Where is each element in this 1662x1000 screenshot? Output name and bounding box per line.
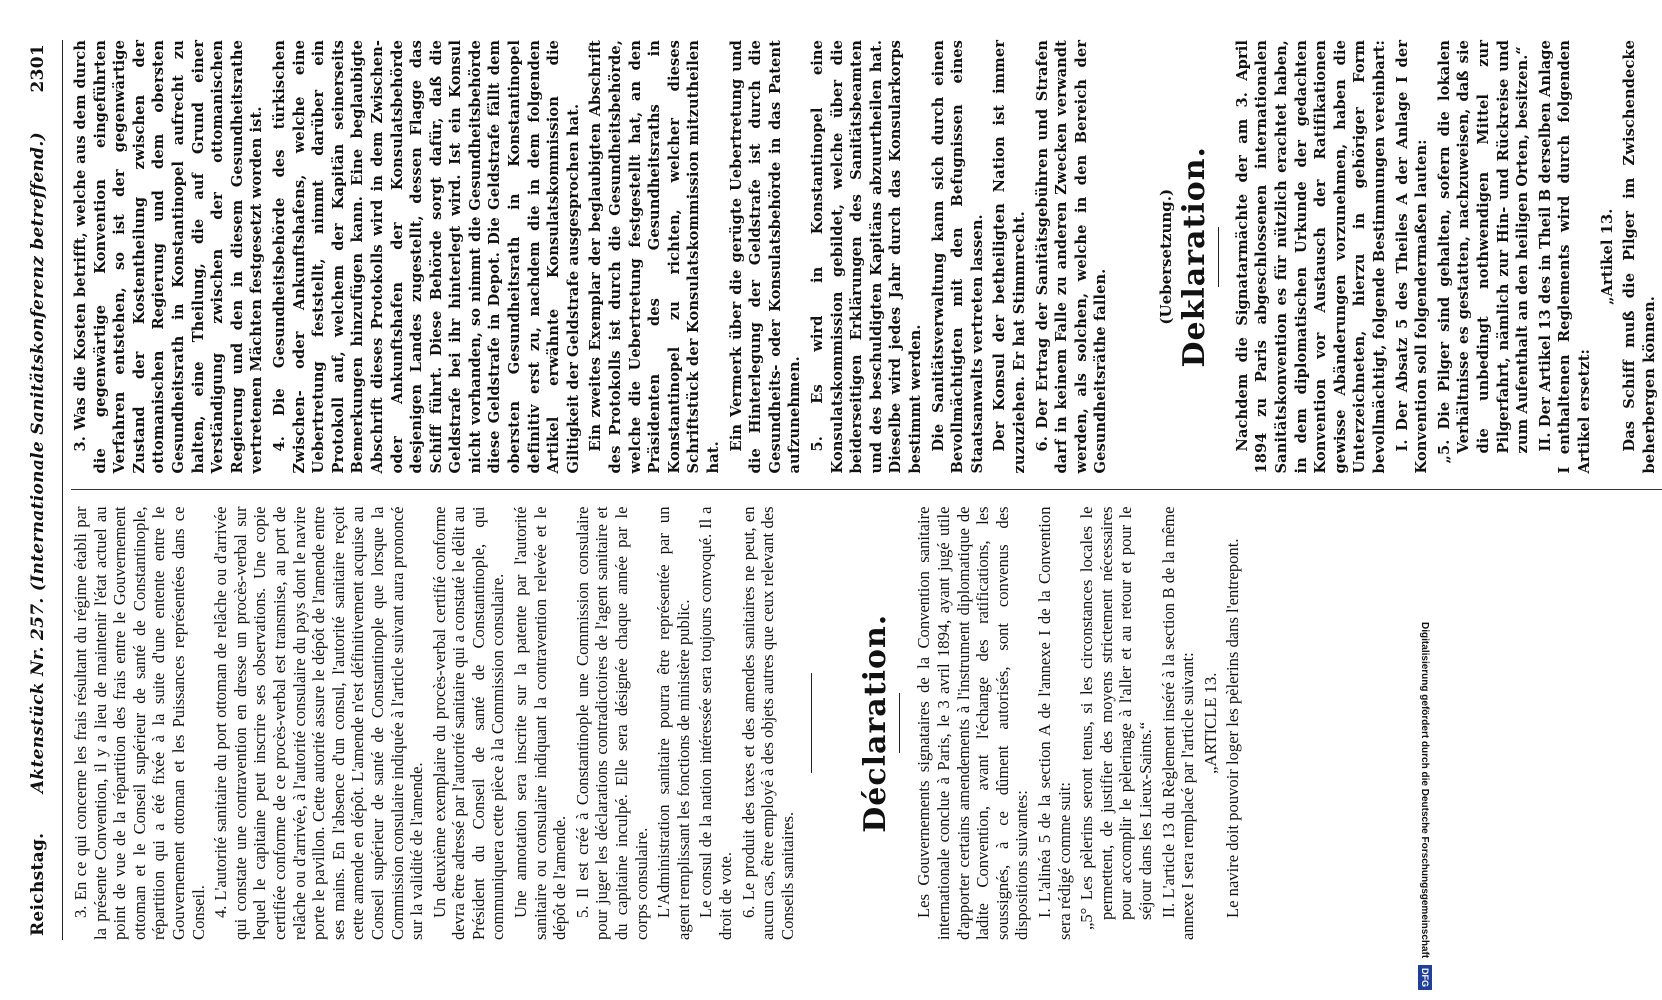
- header-document-subject: (Internationale Sanitätskonferenz betreffend.): [28, 132, 48, 592]
- french-paragraph: 4. L'autorité sanitaire du port ottoman de relâche ou d'arrivée qui constate une contravention en dresse un procès-verbal sur lequel le capitaine peut inscrire ses observations. Une copie certifiée conforme de ce procès-verbal est transmise, au port de relâche ou d'arrivée, à l'autorité consulaire du pays dont le navire porte le pavillon. Cette autorité assure le dépôt de l'amende entre ses mains. En l'absence d'un consul, l'autorité sanitaire reçoit cette amende en dépôt. L'amende n'est définitivement acquise au Conseil supérieur de santé de Constantinople que lorsque la Commission consulaire indiquée à l'article suivant aura prononcé sur la validité de l'amende.: [211, 506, 427, 940]
- german-paragraph: 4. Die Gesundheitsbehörde des türkischen Zwischen- oder Ankunftshafens, welche eine Uebertretung feststellt, nimmt darüber ein Protokoll auf, welchem der Kapitän seinerseits Bemerkungen hinzufügen kann. Eine beglaubigte Abschrift dieses Protokolls wird in dem Zwischen- oder Ankunftshafen der Konsulatsbehörde desjenigen Landes zugestellt, dessen Flagge das Schiff führt. Diese Behörde sorgt dafür, daß die Geldstrafe bei ihr hinterlegt wird. Ist ein Konsul nicht vorhanden, so nimmt die Gesundheitsbehörde diese Geldstrafe in Depot. Die Geldstrafe fällt dem obersten Gesundheitsrath in Konstantinopel definitiv erst zu, nachdem die in dem folgenden Artikel erwähnte Konsulatskommission die Giltigkeit der Geldstrafe ausgesprochen hat.: [270, 40, 582, 474]
- german-paragraph: Ein Vermerk über die gerügte Uebertretung und die Hinterlegung der Geldstrafe ist durch die Gesundheits- oder Konsulatsbehörde in das Patent aufzunehmen.: [727, 40, 804, 474]
- french-paragraph: Une annotation sera inscrite sur la patente par l'autorité sanitaire ou consulaire indiquant la contravention relevée et le dépôt de l'amende.: [511, 506, 570, 940]
- german-declaration-paragraph: Nachdem die Signatarmächte der am 3. April 1894 zu Paris abgeschlossenen internationalen Sanitätskonvention es für nützlich erachtet haben, in dem diplomatischen Urkunde der gedachten Konvention vor Austausch der Ratifikationen gewisse Abänderungen vorzunehmen, haben die Unterzeichneten, hierzu in gehöriger Form bevollmächtigt, folgende Bestimmungen vereinbart:: [1233, 40, 1389, 474]
- dfg-logo: DFG: [1418, 965, 1432, 990]
- french-paragraph: L'Administration sanitaire pourra être représentée par un agent remplissant les fonctions de ministère public.: [654, 506, 693, 940]
- german-declaration-paragraph: Das Schiff muß die Pilger im Zwischendecke beherbergen können.: [1621, 40, 1658, 474]
- german-declaration-heading: Deklaration.: [1176, 146, 1212, 368]
- french-declaration-paragraph: Le navire doit pouvoir loger les pèlerins dans l'entrepont.: [1223, 538, 1243, 918]
- digitization-credit-text: Digitalisierung gefördert durch die Deutsche Forschungsgemeinschaft: [1419, 622, 1430, 959]
- section-divider: [811, 673, 812, 773]
- header-rule: [62, 40, 63, 940]
- french-declaration-paragraph: „5° Les pèlerins seront tenus, si les circonstances locales le permettent, de justifier des moyens strictement nécessaires pour accomplir le pèlerinage à l'aller et au retour et pour le séjour dans les Lieux-Saints.“: [1077, 506, 1155, 930]
- heading-rule: [1218, 227, 1219, 287]
- german-declaration-paragraph: „5. Die Pilger sind gehalten, sofern die lokalen Verhältnisse es gestatten, nachzuweisen, daß sie die unbedingt nothwendigen Mittel zur Pilgerfahrt, nämlich zur Hin- und Rückreise und zum Aufenthalt an den heiligen Orten, besitzen.“: [1435, 40, 1532, 464]
- german-declaration-heading-block: [1157, 40, 1219, 474]
- french-declaration-paragraph: Les Gouvernements signataires de la Convention sanitaire internationale conclue à Paris, le 3 avril 1894, ayant jugé utile d'apporter certains amendements à l'instrument diplomatique de ladite Convention, avant l'échange des ratifications, les soussignés, à ce dûment autorisés, sont convenus des dispositions suivantes:: [914, 506, 1032, 940]
- german-declaration-paragraph: I. Der Absatz 5 des Theiles A der Anlage I der Konvention soll folgendermaßen lauten:: [1393, 40, 1431, 474]
- german-translation-note: (Uebersetzung.): [1156, 188, 1175, 325]
- header-center: [28, 132, 48, 793]
- running-head: [28, 40, 58, 940]
- german-paragraph: Ein zweites Exemplar der beglaubigten Abschrift des Protokolls ist durch die Gesundheitsbehörde, welche die Uebertretung festgestellt hat, an den Präsidenten des Gesundheitsraths in Konstantinopel zu richten, welcher dieses Schriftstück der Konsulatskommission mitzutheilen hat.: [587, 40, 722, 474]
- digitization-credit: [1418, 10, 1432, 990]
- heading-rule: [899, 693, 900, 753]
- german-article-title: „Artikel 13.: [1598, 208, 1616, 305]
- header-left: Reichstag.: [28, 832, 48, 936]
- french-paragraph: Le consul de la nation intéressée sera toujours convoqué. Il a droit de vote.: [696, 506, 735, 940]
- french-declaration-heading-block: [858, 507, 900, 941]
- german-paragraph: Die Sanitätsverwaltung kann sich durch einen Bevollmächtigten mit den Befugnissen eines Staatsanwalts vertreten lassen.: [929, 40, 986, 474]
- french-paragraph: Un deuxième exemplaire du procès-verbal certifié conforme devra être adressé par l'autorité sanitaire qui a constaté le délit au Président du Conseil de santé de Constantinople, qui communiquera cette pièce à la Commission consulaire.: [429, 506, 508, 940]
- german-quote-block: [1435, 40, 1533, 474]
- french-paragraph: 3. En ce qui concerne les frais résultant du régime établi par la présente Convention, il y a lieu de maintenir l'état actuel au point de vue de la répartition des frais entre le Gouvernement ottoman et le Conseil supérieur de santé de Constantinople, répartition qui a été fixée à la suite d'une entente entre le Gouvernement ottoman et les Puissances représentées dans ce Conseil.: [71, 506, 208, 940]
- french-paragraph: 6. Le produit des taxes et des amendes sanitaires ne peut, en aucun cas, être employé à des objets autres que ceux relevant des Conseils sanitaires.: [738, 506, 797, 940]
- page-number: 2301: [28, 44, 48, 93]
- french-declaration-paragraph: I. L'alinéa 5 de la section A de l'annexe I de la Convention sera rédigé comme suit:: [1034, 506, 1074, 940]
- german-paragraph: 3. Was die Kosten betrifft, welche aus dem durch die gegenwärtige Konvention eingeführten Verfahren entstehen, so ist der gegenwärtige Zustand der Kostentheilung zwischen der ottomanischen Regierung und dem obersten Gesundheitsrath in Konstantinopel aufrecht zu halten, eine Theilung, die auf Grund einer Verständigung zwischen der ottomanischen Regierung und den in diesem Gesundheitsrathe vertretenen Mächten festgesetzt worden ist.: [72, 40, 266, 474]
- french-quote-block: [1077, 507, 1155, 941]
- german-paragraph: 6. Der Ertrag der Sanitätsgebühren und Strafen darf in keinem Falle zu anderen Zwecken verwandt werden, als solchen, welche in den Bereich der Gesundheitsräthe fallen.: [1033, 40, 1110, 474]
- header-document-number: Aktenstück Nr. 257.: [28, 597, 48, 794]
- french-paragraph: 5. Il est créé à Constantinople une Commission consulaire pour juger les déclarations contradictoires de l'agent sanitaire et du capitaine inculpé. Elle sera désignée chaque année par le corps consulaire.: [572, 506, 651, 940]
- german-declaration-paragraph: II. Der Artikel 13 des in Theil B derselben Anlage I enthaltenen Reglements wird durch folgenden Artikel ersetzt:: [1536, 40, 1593, 474]
- french-article-title: „ARTICLE 13.: [1200, 672, 1220, 774]
- german-paragraph: Der Konsul der betheiligten Nation ist immer zuzuziehen. Er hat Stimmrecht.: [991, 40, 1028, 474]
- french-declaration-heading: Déclaration.: [858, 613, 894, 833]
- german-paragraph: 5. Es wird in Konstantinopel eine Konsulatskommission gebildet, welche über die beiderseitigen Erklärungen des Sanitätsbeamten und des beschuldigten Kapitäns abzuurtheilen hat. Dieselbe wird jedes Jahr durch das Konsularkorps bestimmt werden.: [808, 40, 924, 474]
- french-declaration-paragraph: II. L'article 13 du Règlement inséré à la section B de la même annexe I sera remplacé par l'article suivant:: [1158, 506, 1198, 940]
